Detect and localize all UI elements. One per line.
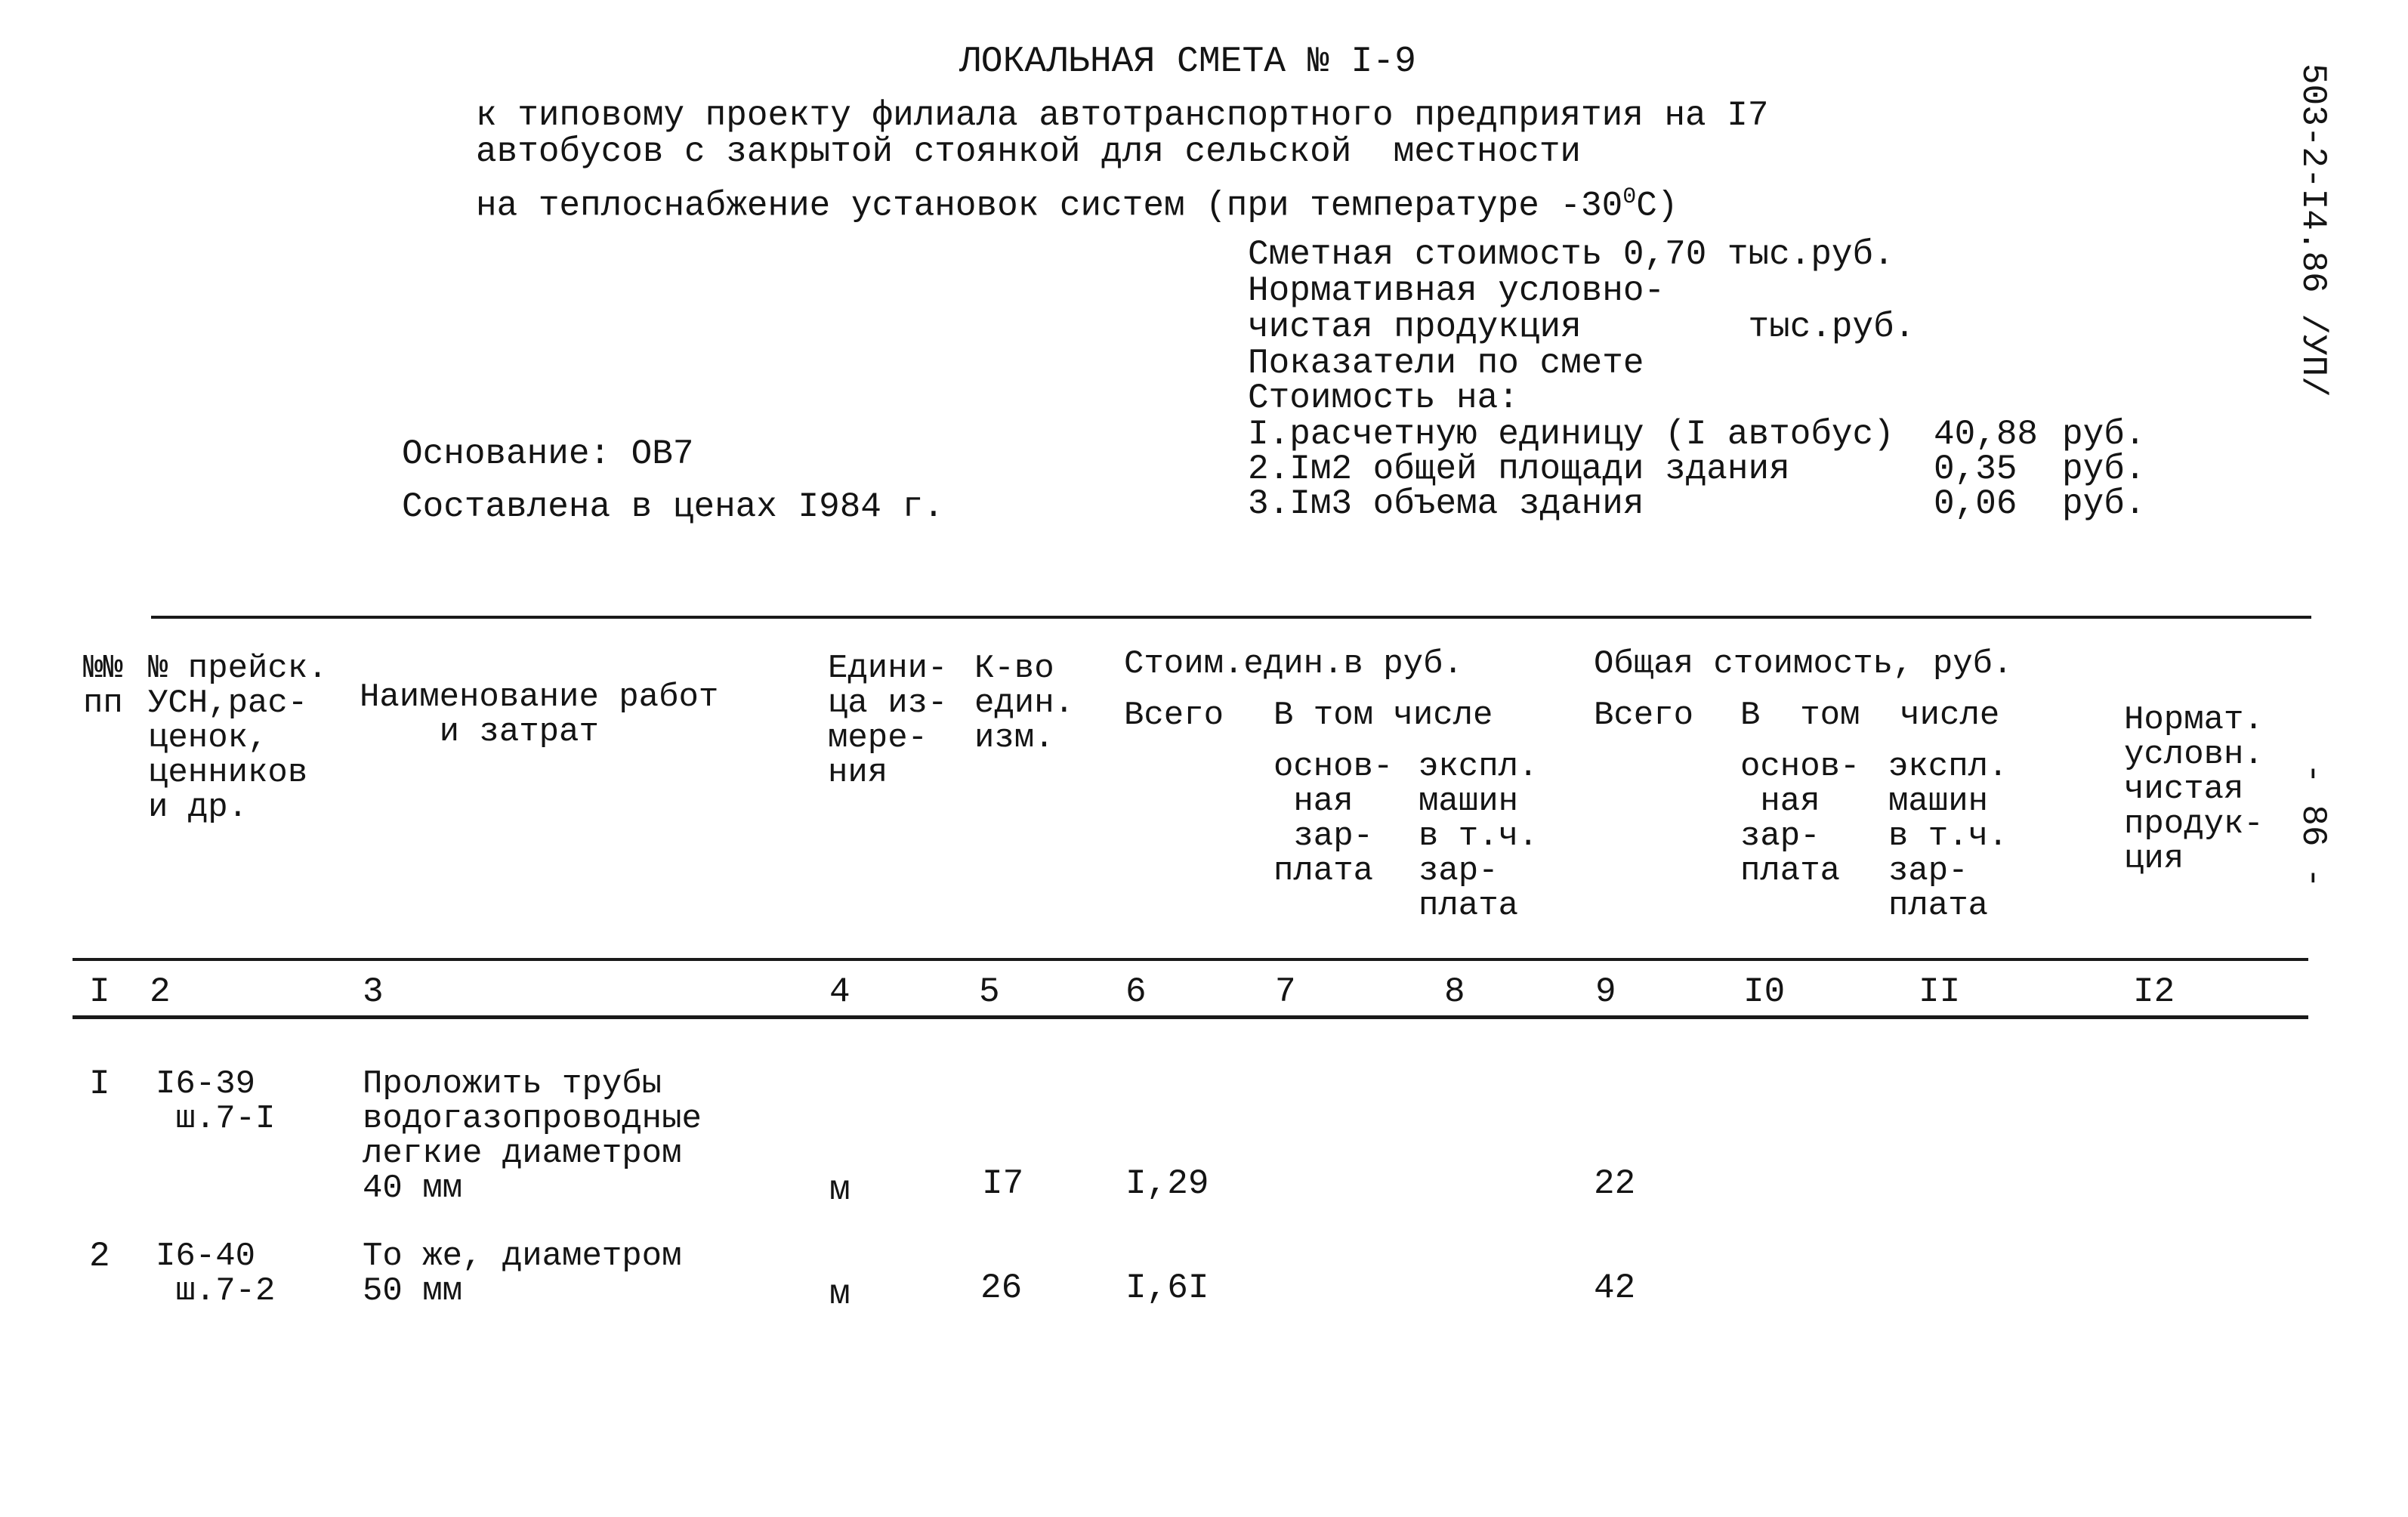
basis-line: Основание: ОВ7 (402, 434, 694, 474)
row-unit-total: I,6I (1125, 1268, 1209, 1308)
column-number: 8 (1444, 972, 1465, 1012)
indicator-2-value: 0,35 (1934, 450, 2017, 489)
column-number: 3 (363, 972, 384, 1012)
row-name: Проложить трубы водогазопроводные легкие диаметром 40 мм (363, 1065, 702, 1207)
indicator-2-unit: руб. (2062, 450, 2146, 489)
indicator-2-label: 2.Iм2 общей площади здания (1248, 450, 1790, 489)
row-no: 2 (89, 1237, 110, 1276)
column-number: I2 (2133, 972, 2175, 1012)
side-code: 503-2-I4.86 /УП/ (2293, 63, 2332, 397)
column-number: 7 (1275, 972, 1296, 1012)
header-bottom-rule (73, 958, 2308, 961)
column-number: II (1919, 972, 1961, 1012)
page-number: - 86 - (2293, 763, 2332, 888)
indicator-1-unit: руб. (2062, 415, 2146, 454)
cost-line-4: Показатели по смете (1248, 344, 1644, 383)
header-col-2: № прейск. УСН,рас- ценок, ценников и др. (148, 650, 328, 826)
cost-line-3: чистая продукция тыс.руб. (1248, 307, 1916, 347)
header-col-12: Нормат. условн. чистая продук- ция (2124, 701, 2264, 878)
header-col-11: экспл. машин в т.ч. зар- плата (1888, 748, 2008, 925)
header-col-7: основ- ная зар- плата (1273, 748, 1394, 890)
row-qty: 26 (980, 1268, 1023, 1308)
row-total: 22 (1594, 1164, 1636, 1203)
header-col-4: Едини- ца из- мере- ния (828, 650, 948, 792)
purpose-text: на теплоснабжение установок систем (при температуре -30 (476, 186, 1623, 226)
cost-line-5: Стоимость на: (1248, 378, 1519, 418)
header-incl-7-8: В том числе (1273, 697, 1493, 734)
row-code: I6-40 ш.7-2 (156, 1237, 276, 1310)
header-col-6: Всего (1124, 697, 1224, 734)
header-col-9: Всего (1594, 697, 1694, 734)
cost-line-1: Сметная стоимость 0,70 тыс.руб. (1248, 235, 1894, 274)
indicator-3-label: 3.Iм3 объема здания (1248, 484, 1644, 524)
column-number: 9 (1595, 972, 1616, 1012)
row-qty: I7 (982, 1164, 1024, 1203)
indicator-1-value: 40,88 (1934, 415, 2039, 454)
column-number: I (89, 972, 110, 1012)
header-col-3: Наименование работ и затрат (360, 678, 719, 751)
document-title: ЛОКАЛЬНАЯ СМЕТА № I-9 (959, 42, 1416, 82)
indicator-3-value: 0,06 (1934, 484, 2017, 524)
subtitle-line-2: автобусов с закрытой стоянкой для сельской местности (476, 132, 1582, 171)
column-number: 6 (1125, 972, 1147, 1012)
purpose-line (476, 184, 1678, 226)
indicator-1-label: I.расчетную единицу (I автобус) (1248, 415, 1894, 454)
row-total: 42 (1594, 1268, 1636, 1308)
cost-line-2: Нормативная условно- (1248, 271, 1666, 311)
header-incl-10-11: В том числе (1740, 697, 2000, 734)
row-name: То же, диаметром 50 мм (363, 1237, 682, 1310)
header-col-8: экспл. машин в т.ч. зар- плата (1419, 748, 1539, 925)
colnum-bottom-rule (73, 1015, 2308, 1019)
table-top-rule (151, 616, 2311, 619)
header-unit-cost-group: Стоим.един.в руб. (1124, 645, 1463, 683)
subtitle-line-1: к типовому проекту филиала автотранспортного предприятия на I7 (476, 96, 1769, 135)
indicator-3-unit: руб. (2062, 484, 2146, 524)
row-no: I (89, 1064, 110, 1104)
prices-year-line: Составлена в ценах I984 г. (402, 487, 944, 527)
row-code: I6-39 ш.7-I (156, 1065, 276, 1138)
row-unit-total: I,29 (1125, 1164, 1209, 1203)
header-col-10: основ- ная зар- плата (1740, 748, 1860, 890)
purpose-text-end: С) (1636, 186, 1678, 226)
row-unit: м (829, 1170, 851, 1210)
column-number: 2 (150, 972, 171, 1012)
degree-sup: 0 (1622, 184, 1637, 210)
row-unit: м (829, 1274, 851, 1314)
column-number: 5 (979, 972, 1000, 1012)
header-col-5: К-во един. изм. (974, 650, 1075, 757)
column-number: 4 (829, 972, 851, 1012)
column-number: I0 (1743, 972, 1786, 1012)
header-col-1: №№ пп (83, 650, 123, 722)
header-total-cost-group: Общая стоимость, руб. (1594, 645, 2013, 683)
